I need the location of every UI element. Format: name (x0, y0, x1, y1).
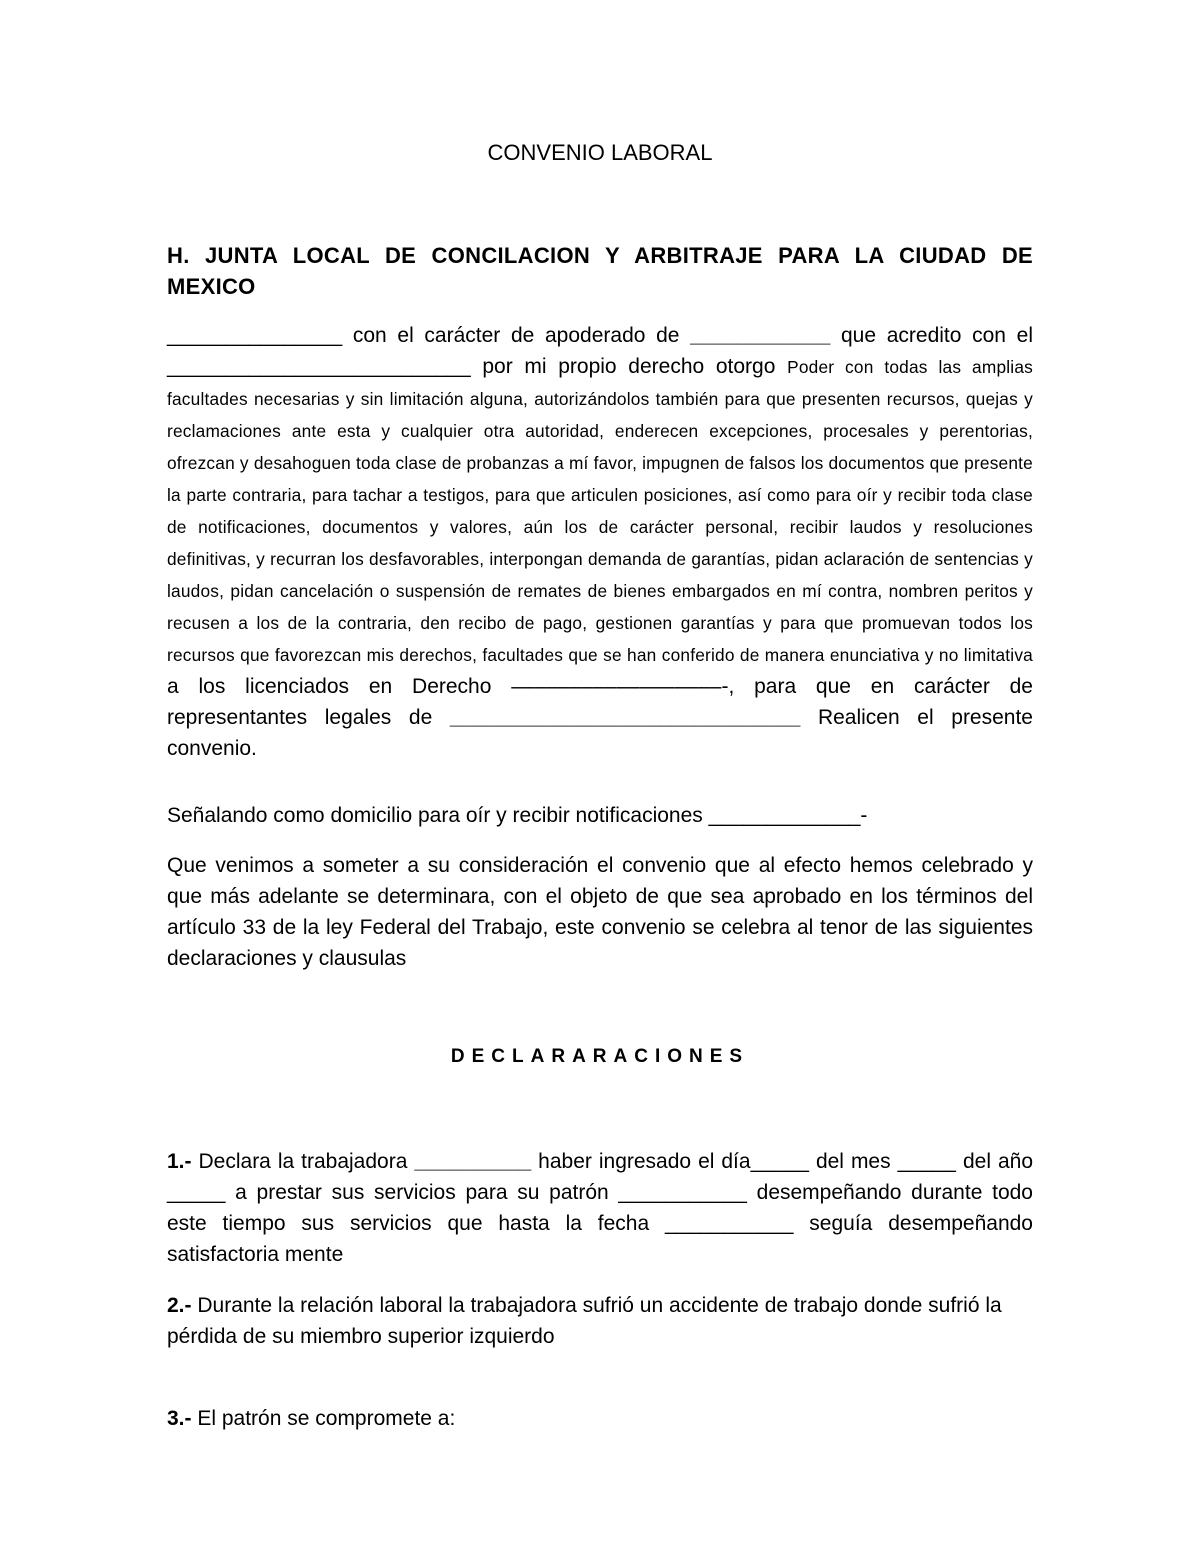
declaration-2-text: Durante la relación laboral la trabajadora sufrió un accidente de trabajo donde sufrió la pérdida de su miembro superior izquierdo (167, 1294, 1002, 1348)
declaration-1-part-b: haber ingresado el día_____ del mes _____ del año _____ a prestar sus servicios para su patrón ___________ desempeñando durante todo este tiempo sus servicios que hasta la fecha ___________ seguía desempeñando satisfactoria mente (167, 1150, 1033, 1266)
agreement-paragraph: Que venimos a someter a su consideración el convenio que al efecto hemos celebrado y que más adelante se determinara, con el objeto de que sea aprobado en los términos del artículo 33 de la ley Federal del Trabajo, este convenio se celebra al tenor de las siguientes declaraciones y clausulas (167, 854, 1033, 970)
domicile-paragraph: Señalando como domicilio para oír y recibir notificaciones _____________- (167, 804, 868, 827)
declaration-1 (167, 1146, 1033, 1270)
declaration-2 (167, 1290, 1033, 1352)
declaration-1-part-a: Declara la trabajadora (198, 1150, 408, 1173)
addressee-heading: H. JUNTA LOCAL DE CONCILACION Y ARBITRAJE PARA LA CIUDAD DE MEXICO (167, 243, 1033, 299)
declaration-3-text: El patrón se compromete a: (197, 1407, 456, 1430)
declaration-1-number: 1.- (167, 1150, 192, 1173)
section-heading-declaraciones: DECLARARACIONES (450, 1046, 750, 1067)
p1-part-d: Realicen el presente convenio. (167, 706, 1033, 760)
declaration-2-number: 2.- (167, 1294, 192, 1317)
p1-part-b: que acredito con el __________________________ por mi propio derecho otorgo (167, 324, 1033, 378)
declaration-1-blank: __________ (414, 1150, 532, 1173)
document-title: CONVENIO LABORAL (487, 140, 713, 165)
p1-blank-1: ____________ (690, 324, 831, 347)
declaration-3-number: 3.- (167, 1407, 192, 1430)
declaration-3 (167, 1403, 1033, 1434)
p1-part-a: _______________ con el carácter de apoderado de (167, 324, 680, 347)
p1-blank-2: ______________________________ (449, 706, 801, 729)
power-of-attorney-paragraph (167, 320, 1033, 764)
p1-part-c: a los licenciados en Derecho ––––––––––––––––––-, para que en carácter de representantes legales de (167, 675, 1033, 729)
p1-small-text: Poder con todas las amplias facultades necesarias y sin limitación alguna, autorizándolos también para que presenten recursos, quejas y reclamaciones ante esta y cualquier otra autoridad, enderecen excepciones, procesales y perentorias, ofrezcan y desahoguen toda clase de probanzas a mí favor, impugnen de falsos los documentos que presente la parte contraria, para tachar a testigos, para que articulen posiciones, así como para oír y recibir toda clase de notificaciones, documentos y valores, aún los de carácter personal, recibir laudos y resoluciones definitivas, y recurran los desfavorables, interpongan demanda de garantías, pidan aclaración de sentencias y laudos, pidan cancelación o suspensión de remates de bienes embargados en mí contra, nombren peritos y recusen a los de la contraria, den recibo de pago, gestionen garantías y para que promuevan todos los recursos que favorezcan mis derechos, facultades que se han conferido de manera enunciativa y no limitativa (167, 357, 1033, 665)
